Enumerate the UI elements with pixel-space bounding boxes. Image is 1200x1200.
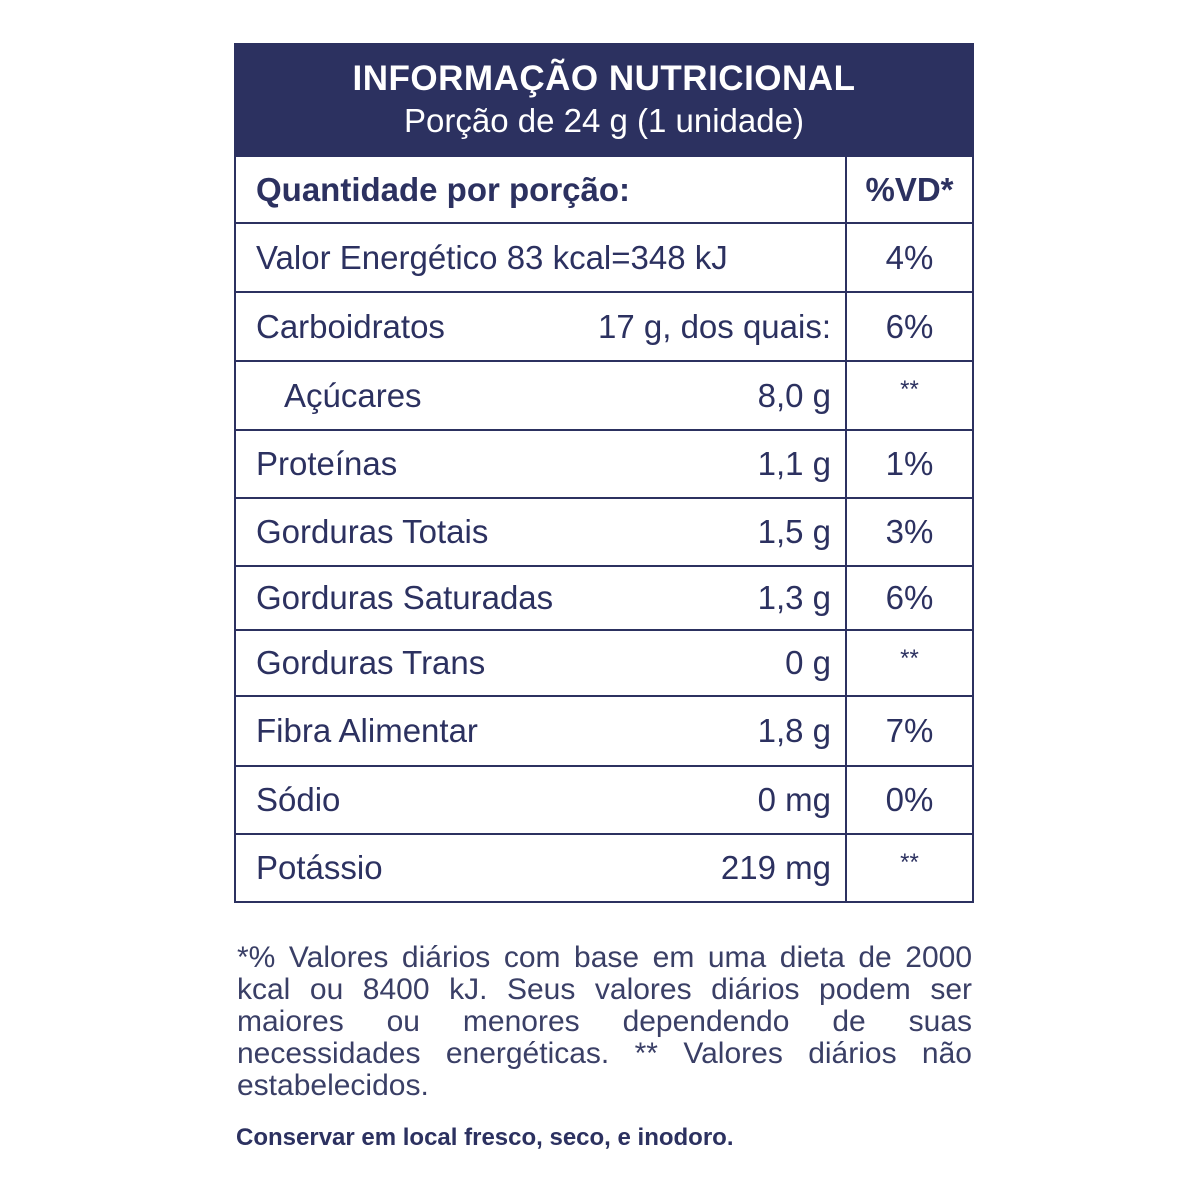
table-row <box>236 629 972 695</box>
nutrient-name: Potássio <box>256 849 383 886</box>
table-title: INFORMAÇÃO NUTRICIONAL <box>352 59 856 98</box>
nutrient-name: Valor Energético 83 kcal=348 kJ <box>256 238 728 276</box>
footnote: *% Valores diários com base em uma dieta de 2000 kcal ou 8400 kJ. Seus valores diários podem ser maiores ou menores dependendo de suas necessidades energéticas. ** Valores diários não estabelecidos. <box>237 941 972 1102</box>
nutrient-name: Carboidratos <box>256 307 445 345</box>
table-row <box>236 360 972 429</box>
table-row <box>236 291 972 360</box>
nutrient-vd: 1% <box>885 445 934 482</box>
nutrient-amount: 1,1 g <box>757 445 831 482</box>
nutrient-name: Açúcares <box>284 376 422 414</box>
nutrient-name: Gorduras Saturadas <box>256 579 554 616</box>
nutrient-vd: 4% <box>885 238 934 276</box>
column-header-quantity: Quantidade por porção: <box>236 157 847 222</box>
nutrient-vd: 0% <box>885 781 934 818</box>
nutrient-name: Gorduras Totais <box>256 513 489 550</box>
nutrient-amount: 0 mg <box>757 781 831 818</box>
table-row <box>236 565 972 629</box>
nutrient-vd: ** <box>900 645 919 672</box>
table-row <box>236 695 972 765</box>
nutrient-amount: 1,5 g <box>757 513 831 550</box>
nutrient-amount: 219 mg <box>720 849 831 886</box>
nutrient-vd: 7% <box>885 712 934 749</box>
nutrient-vd: 6% <box>885 307 934 345</box>
nutrient-amount: 1,8 g <box>757 712 831 749</box>
nutrient-vd: 6% <box>885 579 934 616</box>
table-row <box>236 765 972 833</box>
nutrient-amount: 17 g, dos quais: <box>598 307 831 345</box>
table-row <box>236 429 972 497</box>
column-header-vd: %VD* <box>865 170 954 208</box>
nutrient-vd: 3% <box>885 513 934 550</box>
table-header <box>236 45 972 157</box>
storage-note: Conservar em local fresco, seco, e inodoro. <box>236 1124 734 1151</box>
table-row <box>236 222 972 291</box>
table-row <box>236 833 972 901</box>
nutrient-name: Sódio <box>256 781 341 818</box>
nutrient-amount: 1,3 g <box>757 579 831 616</box>
column-header-row <box>236 157 972 222</box>
serving-size: Porção de 24 g (1 unidade) <box>404 102 804 139</box>
nutrient-amount: 8,0 g <box>757 376 831 414</box>
nutrient-name: Fibra Alimentar <box>256 712 478 749</box>
nutrient-vd: ** <box>900 849 919 876</box>
nutrition-facts-table <box>234 43 974 903</box>
table-row <box>236 497 972 565</box>
nutrient-name: Gorduras Trans <box>256 644 486 681</box>
nutrient-amount: 0 g <box>785 644 831 681</box>
nutrient-name: Proteínas <box>256 445 398 482</box>
nutrient-vd: ** <box>900 376 919 403</box>
